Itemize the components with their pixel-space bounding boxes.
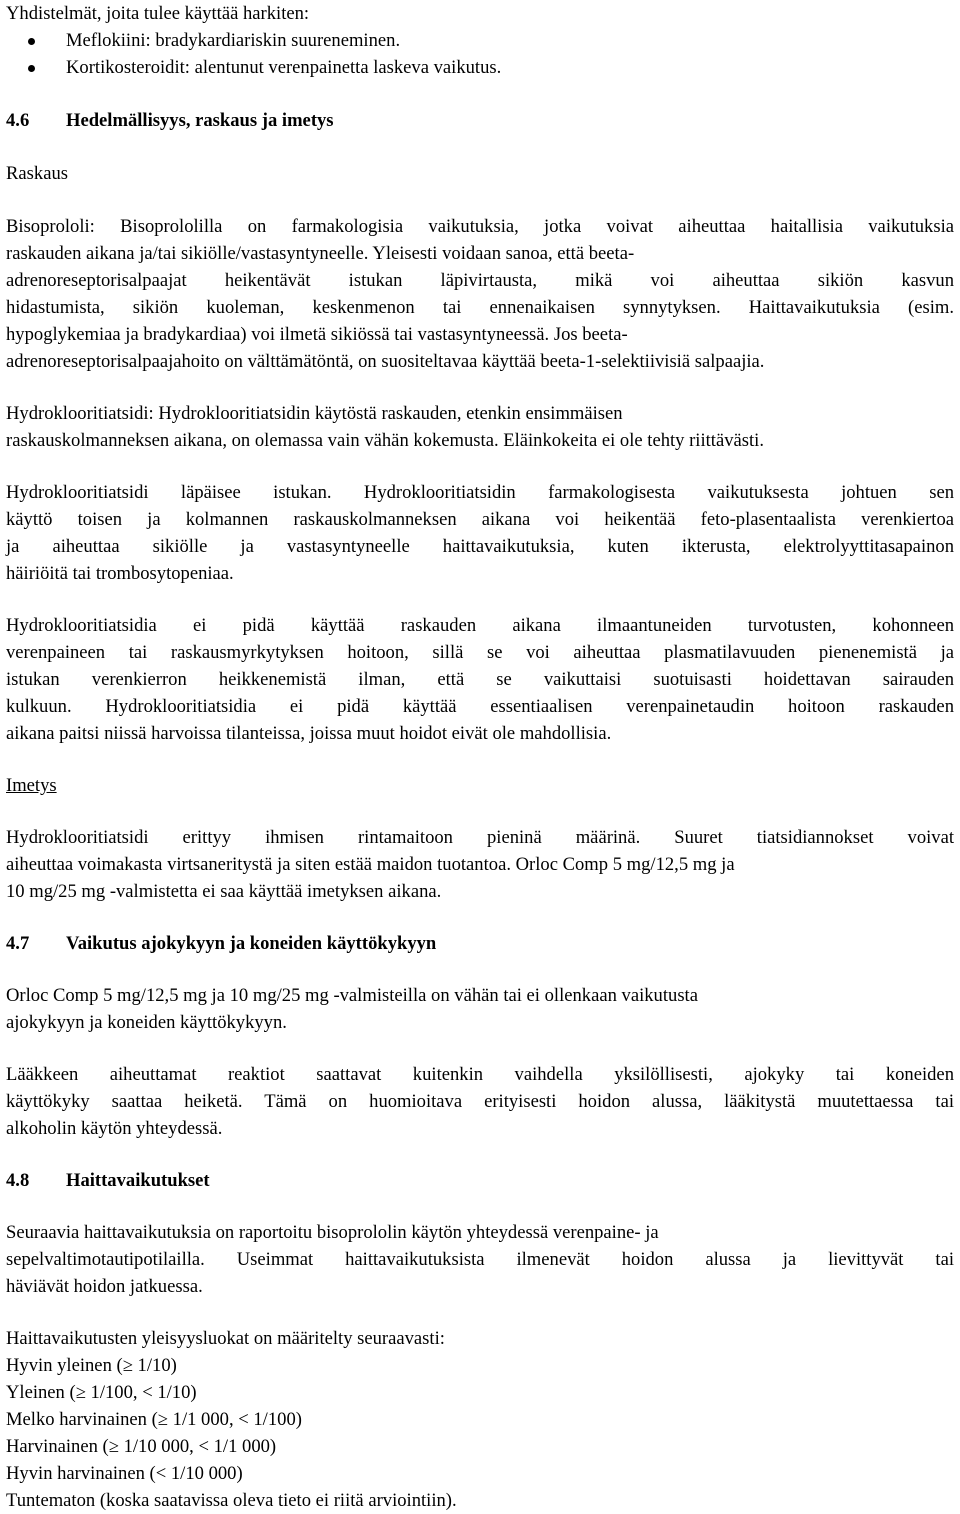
frequency-item: Hyvin yleinen (≥ 1/10) [6,1355,177,1376]
paragraph-hct-pregnancy: Hydroklooritiatsidi: Hydroklooritiatsidin käytöstä raskauden, etenkin ensimmäisen raskauskolmanneksen aikana, on olemassa vain vähän kokemusta. Eläinkokeita ei ole tehty riittävästi. [6,403,764,451]
bullet-icon [28,38,35,45]
paragraph-adverse-effects: Seuraavia haittavaikutuksia on raportoitu bisoprololin käytön yhteydessä verenpaine- ja sepelvaltimotautipotilailla. Useimmat haittavaikutuksista ilmenevät hoidon alussa ja lievittyvät tai häviävät hoidon jatkuessa. [6,1222,954,1297]
section-heading-4-8: 4.8 Haittavaikutukset [6,1170,210,1191]
list-item: Meflokiini: bradykardiariskin suureneminen. [6,27,954,54]
bullet-icon [28,65,35,72]
paragraph-hct-contraindication: Hydroklooritiatsidia ei pidä käyttää raskauden aikana ilmaantuneiden turvotusten, kohonneen verenpaineen tai raskausmyrkytyksen hoitoon, sillä se voi aiheuttaa plasmatilavuuden pienenemistä ja istukan verenkierron heikkenemistä ilman, että se vaikuttaisi suotuisasti hoidettavan sairauden kulkuun. Hydroklooritiatsidia ei pidä käyttää essentiaalisen verenpainetaudin hoitoon raskauden aikana paitsi niissä harvoissa tilanteissa, joissa muut hoidot eivät ole mahdollisia. [6,615,954,744]
paragraph-bisoprolol-pregnancy: Bisoprololi: Bisoprololilla on farmakologisia vaikutuksia, jotka voivat aiheuttaa haitallisia vaikutuksia raskauden aikana ja/tai sikiölle/vastasyntyneelle. Yleisesti voidaan sanoa, että beeta- adrenoreseptorisalpaajat heikentävät istukan läpivirtausta, mikä voi aiheuttaa sikiön kasvun hidastumista, sikiön kuoleman, keskenmenon tai ennenaikaisen synnytyksen. Haittavaikutuksia (esim. hypoglykemiaa ja bradykardiaa) voi ilmetä sikiössä tai vastasyntyneessä. Jos beeta- adrenoreseptorisalpaajahoito on välttämätöntä, on suositeltavaa käyttää beeta-1-selektiivisiä salpaajia. [6,216,954,372]
combinations-list [6,27,954,81]
frequency-item: Harvinainen (≥ 1/10 000, < 1/1 000) [6,1436,277,1457]
paragraph-hct-placenta: Hydroklooritiatsidi läpäisee istukan. Hydroklooritiatsidin farmakologisesta vaikutuksesta johtuen sen käyttö toisen ja kolmannen raskauskolmanneksen aikana voi heikentää feto-plasentaalista verenkiertoa ja aiheuttaa sikiölle ja vastasyntyneelle haittavaikutuksia, kuten ikterusta, elektrolyyttitasapainon häiriöitä tai trombosytopeniaa. [6,482,954,584]
frequency-item: Hyvin harvinainen (< 1/10 000) [6,1463,243,1484]
paragraph-breastfeeding: Hydroklooritiatsidi erittyy ihmisen rintamaitoon pieninä määrinä. Suuret tiatsidiannokset voivat aiheuttaa voimakasta virtsaneritystä ja siten estää maidon tuotantoa. Orloc Comp 5 mg/12,5 mg ja 10 mg/25 mg -valmistetta ei saa käyttää imetyksen aikana. [6,827,954,902]
frequency-item: Tuntematon (koska saatavissa oleva tieto ei riitä arviointiin). [6,1490,457,1511]
paragraph-driving-reactions: Lääkkeen aiheuttamat reaktiot saattavat kuitenkin vaihdella yksilöllisesti, ajokyky tai koneiden käyttökyky saattaa heiketä. Tämä on huomioitava erityisesti hoidon alussa, lääkitystä muutettaessa tai alkoholin käytön yhteydessä. [6,1064,954,1139]
section-heading-4-7: 4.7 Vaikutus ajokykyyn ja koneiden käyttökykyyn [6,933,437,954]
document-page [6,0,954,1514]
frequency-item: Melko harvinainen (≥ 1/1 000, < 1/100) [6,1409,302,1430]
subheading-raskaus: Raskaus [6,163,68,184]
section-heading-4-6: 4.6 Hedelmällisyys, raskaus ja imetys [6,110,334,131]
combinations-heading: Yhdistelmät, joita tulee käyttää harkiten: [6,3,310,24]
paragraph-driving-effect: Orloc Comp 5 mg/12,5 mg ja 10 mg/25 mg -valmisteilla on vähän tai ei ollenkaan vaikutusta ajokykyyn ja koneiden käyttökykyyn. [6,985,698,1033]
list-item: Kortikosteroidit: alentunut verenpainetta laskeva vaikutus. [6,54,954,81]
subheading-imetys: Imetys [6,775,57,796]
frequency-heading: Haittavaikutusten yleisyysluokat on määritelty seuraavasti: [6,1328,445,1349]
frequency-item: Yleinen (≥ 1/100, < 1/10) [6,1382,197,1403]
